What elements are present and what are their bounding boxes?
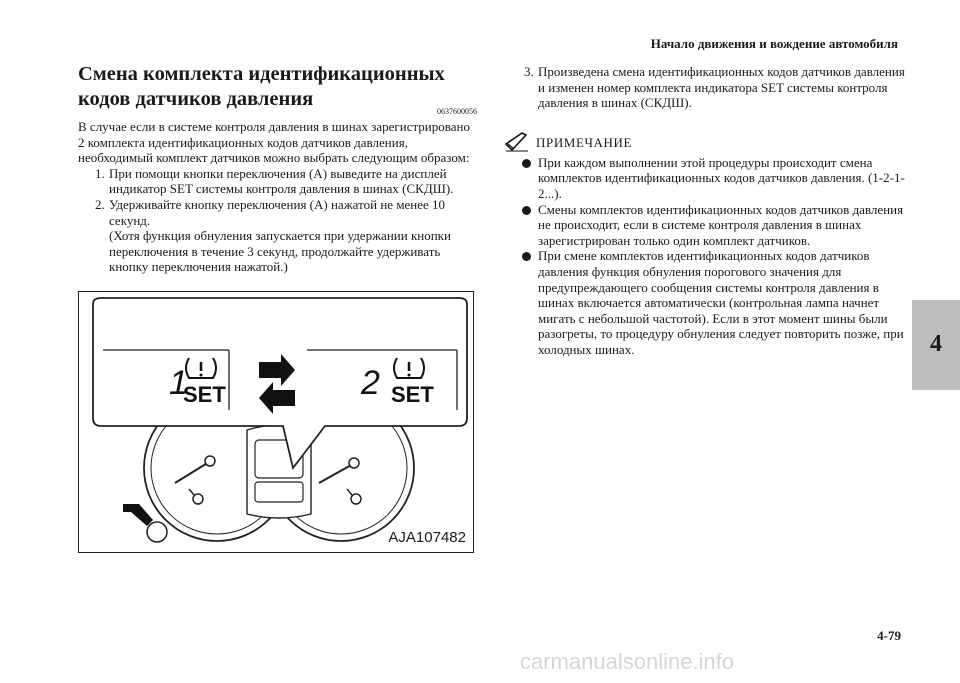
left-needle (175, 456, 215, 504)
step-number: 2. (95, 196, 105, 212)
figure-set-switching (78, 291, 474, 553)
set-label-1: SET (183, 382, 226, 407)
note-item: Смены комплектов идентификационных кодов датчиков давления не происходит, если в системе контроля давления в шинах зарегистрирован только один комплект датчиков. (520, 202, 905, 249)
note-item: При каждом выполнении этой процедуры происходит смена комплектов идентификационных кодов датчиков давления. (1-2-1-2...). (520, 155, 905, 202)
set-number-1: 1 (169, 364, 188, 402)
step-text: Удерживайте кнопку переключения (A) нажатой не менее 10 секунд. (109, 196, 446, 228)
running-header: Начало движения и вождение автомобиля (650, 36, 898, 51)
step-item (78, 166, 478, 197)
hand-pointer-icon (123, 504, 167, 542)
step-text: (Хотя функция обнуления запускается при удержании кнопки переключения в течение 3 секунд, продолжайте удерживать кнопку переключения нажатой.) (109, 228, 451, 275)
set-number-2: 2 (361, 364, 380, 402)
note-item: При смене комплектов идентификационных кодов датчиков давления функция обнуления порогового значения для предупреждающего сообщения системы контроля давления в шинах включается автоматически (контрольная лампа начнет мигать с небольшой частотой). Если в этот момент шины были разогреты, то процедуру обнуления следует повторить позже, при холодных шинах. (520, 248, 905, 357)
steps-list (78, 166, 478, 275)
right-needle (319, 458, 361, 504)
note-header (520, 132, 905, 152)
right-column (520, 64, 905, 358)
figure-id: AJA107482 (388, 529, 466, 546)
step-number: 1. (95, 165, 105, 181)
section-title: Смена комплекта идентификационных кодов датчиков давления (78, 63, 445, 110)
set-label-2: SET (391, 382, 434, 407)
section-code: 0637600056 (437, 107, 477, 116)
chapter-number: 4 (930, 331, 942, 357)
intro-paragraph: В случае если в системе контроля давления в шинах зарегистрировано 2 комплекта идентификационных кодов датчиков давления, необходимый комплект датчиков можно выбрать следующим образом: (78, 119, 470, 166)
step-text: При помощи кнопки переключения (A) выведите на дисплей индикатор SET системы контроля давления в шинах (СКДШ). (109, 165, 454, 197)
step-number: 3. (524, 64, 534, 79)
step-item (520, 64, 905, 111)
note-title: ПРИМЕЧАНИЕ (536, 134, 633, 150)
note-list (520, 155, 905, 358)
step-text: Произведена смена идентификационных кодов датчиков давления и изменен номер комплекта индикатора SET системы контроля давления в шинах (СКДШ). (538, 64, 905, 111)
chapter-tab (912, 300, 960, 390)
step-item (78, 197, 478, 228)
note-pencil-icon (504, 132, 530, 152)
watermark: carmanualsonline.info (520, 649, 735, 674)
step-item (78, 228, 478, 275)
left-column (78, 119, 478, 275)
page-number: 4-79 (877, 628, 901, 643)
dashboard-illustration (79, 292, 475, 554)
